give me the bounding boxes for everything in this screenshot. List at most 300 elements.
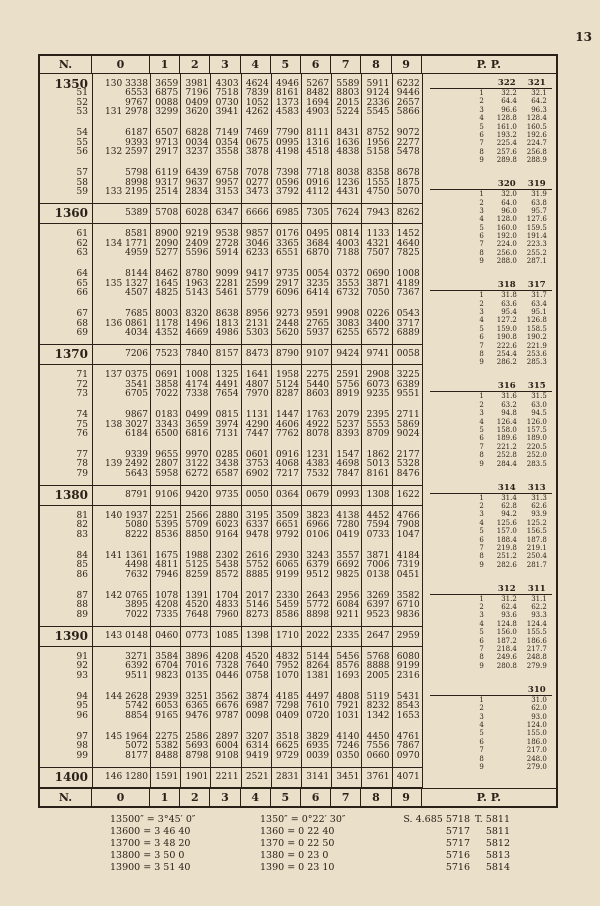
footer-value: 5811 <box>485 826 510 837</box>
table-cell: 4352 <box>155 328 179 339</box>
pp-digit: 7 <box>479 543 484 552</box>
table-row <box>40 531 422 541</box>
footer-value: 13800 = 3 50 0 <box>110 850 185 861</box>
table-cell: 0601 <box>245 449 269 460</box>
row-group <box>40 512 422 541</box>
pp-block-header <box>430 179 552 190</box>
table-cell: 3684 <box>306 238 330 249</box>
table-cell: 0034 <box>185 137 209 148</box>
table-cell: 0675 <box>245 137 269 148</box>
table-cell: 8038 <box>336 168 360 179</box>
pp-value: 127.6 <box>526 215 547 224</box>
table-cell: 2079 <box>336 410 360 420</box>
table-cell: 135 1327 <box>105 278 148 289</box>
row-number: 69 <box>76 328 88 339</box>
table-cell: 2711 <box>396 410 420 420</box>
row-number: 59 <box>76 187 88 198</box>
table-cell: 146 1280 <box>105 771 148 782</box>
table-cell: 4208 <box>215 651 239 662</box>
table-cell: 5478 <box>396 147 420 158</box>
pp-block <box>430 179 552 266</box>
table-row <box>40 712 422 722</box>
table-cell: 8956 <box>245 309 269 320</box>
table-cell: 8161 <box>276 88 299 99</box>
pp-digit: 2 <box>479 400 484 409</box>
table-cell: 7319 <box>396 560 420 571</box>
table-cell: 2657 <box>396 97 420 108</box>
table-cell: 5143 <box>185 288 209 299</box>
table-cell: 8850 <box>185 529 209 540</box>
table-cell: 0995 <box>276 137 299 148</box>
pp-value: 125.2 <box>526 518 547 527</box>
table-cell: 0058 <box>396 349 420 360</box>
table-cell: 6397 <box>366 600 390 611</box>
header-digit: 9 <box>392 789 422 806</box>
pp-value: 187.8 <box>526 535 547 544</box>
pp-value: 252.0 <box>526 451 547 460</box>
pp-value: 95.7 <box>531 206 547 215</box>
row-number: 96 <box>76 710 88 721</box>
pp-value: 31.2 <box>501 594 517 603</box>
row-number: 67 <box>76 309 88 320</box>
pp-digit: 9 <box>479 661 484 670</box>
pp-row <box>430 418 552 426</box>
table-cell: 9235 <box>366 389 390 400</box>
table-cell: 6272 <box>185 468 209 479</box>
pp-value: 124.4 <box>526 619 547 628</box>
table-cell: 0499 <box>185 410 209 420</box>
table-cell: 0596 <box>276 177 299 188</box>
pp-value: 225.4 <box>496 139 517 148</box>
pp-value: 126.0 <box>526 417 547 426</box>
pp-digit: 8 <box>479 754 484 763</box>
pp-digit: 8 <box>479 147 484 156</box>
table-cell: 7624 <box>336 208 360 219</box>
row-number: 72 <box>76 379 88 390</box>
table-cell: 4811 <box>155 560 179 571</box>
table-cell: 7952 <box>276 661 299 672</box>
pp-value: 127.2 <box>496 316 517 325</box>
table-cell: 6004 <box>215 741 239 752</box>
pp-row <box>430 401 552 409</box>
row-number: 64 <box>76 269 88 280</box>
table-cell: 9219 <box>185 229 209 240</box>
table-cell: 6732 <box>336 288 360 299</box>
table-cell: 6084 <box>336 600 360 611</box>
pp-row <box>430 519 552 527</box>
table-cell: 6184 <box>125 429 148 439</box>
table-cell: 130 3338 <box>105 78 148 89</box>
pp-value: 189.6 <box>496 434 517 443</box>
header-digit: 1 <box>150 56 180 73</box>
table-cell: 8678 <box>396 168 420 179</box>
pp-value: 125.6 <box>496 518 517 527</box>
row-number: 1370 <box>54 347 88 362</box>
pp-value: 285.3 <box>526 358 547 367</box>
row-group <box>40 693 422 722</box>
pp-row <box>430 603 552 611</box>
table-cell: 5456 <box>336 651 360 662</box>
table-cell: 9908 <box>336 309 360 320</box>
table-cell: 9424 <box>336 349 360 360</box>
table-cell: 133 2195 <box>105 187 148 198</box>
table-row <box>40 769 422 784</box>
table-cell: 3400 <box>366 318 390 329</box>
table-cell: 6758 <box>215 168 239 179</box>
table-cell: 9393 <box>125 137 148 148</box>
table-cell: 9767 <box>125 97 148 108</box>
table-footer-header <box>40 788 556 806</box>
footer-value: 1370 = 0 22 50 <box>260 838 335 849</box>
table-cell: 8790 <box>276 349 299 360</box>
table-cell: 9729 <box>276 750 299 761</box>
table-cell: 3225 <box>396 370 420 381</box>
row-group <box>40 653 422 682</box>
pp-value: 251.2 <box>496 552 517 561</box>
pp-block <box>430 381 552 468</box>
table-cell: 6080 <box>396 651 420 662</box>
pp-value: 31.4 <box>501 493 517 502</box>
pp-value <box>490 713 520 721</box>
table-cell: 3878 <box>245 147 269 158</box>
header-digit: 0 <box>92 56 150 73</box>
table-cell: 2005 <box>366 670 390 681</box>
table-cell: 9072 <box>396 128 420 139</box>
pp-value: 94.5 <box>531 409 547 418</box>
pp-row <box>430 350 552 358</box>
table-cell: 6572 <box>366 328 390 339</box>
table-cell: 5772 <box>306 600 330 611</box>
pp-value: 224.0 <box>496 240 517 249</box>
pp-value: 155.0 <box>526 729 547 738</box>
pp-value: 159.0 <box>496 324 517 333</box>
pp-row <box>430 148 552 156</box>
table-cell: 4606 <box>276 419 299 430</box>
table-cell: 1391 <box>185 590 209 601</box>
table-cell: 9591 <box>306 309 330 320</box>
header-digit: 8 <box>361 789 391 806</box>
table-cell: 3582 <box>396 590 420 601</box>
table-cell: 1653 <box>396 710 420 721</box>
table-cell: 2930 <box>276 550 299 561</box>
table-cell: 1988 <box>185 550 209 561</box>
pp-row <box>430 645 552 653</box>
pp-row <box>430 763 552 771</box>
row-group <box>40 411 422 440</box>
table-cell: 9165 <box>155 710 179 721</box>
pp-row <box>430 207 552 215</box>
table-cell: 6875 <box>155 88 179 99</box>
table-cell: 3823 <box>306 510 330 521</box>
pp-value: 156.5 <box>526 527 547 536</box>
pp-row <box>430 653 552 661</box>
pp-digit: 8 <box>479 248 484 257</box>
pp-digit: 3 <box>479 308 484 317</box>
row-number: 63 <box>76 248 88 259</box>
table-cell: 4071 <box>396 771 420 782</box>
pp-value: 62.4 <box>501 603 517 612</box>
table-cell: 5756 <box>336 379 360 390</box>
pp-value: 63.6 <box>501 299 517 308</box>
table-cell: 4189 <box>396 278 420 289</box>
pp-head: 314 <box>497 482 516 493</box>
pp-digit: 4 <box>479 316 484 325</box>
table-cell: 9419 <box>245 750 269 761</box>
table-cell: 0138 <box>366 569 390 580</box>
table-cell: 4198 <box>276 147 299 158</box>
pp-value: 62.0 <box>531 704 547 713</box>
row-number: 53 <box>76 107 88 118</box>
header-digit: 5 <box>271 56 301 73</box>
table-cell: 2959 <box>396 630 420 641</box>
row-number: 57 <box>76 168 88 179</box>
pp-digit: 1 <box>479 594 484 603</box>
row-number: 94 <box>76 691 88 702</box>
pp-value: 96.0 <box>501 206 517 215</box>
table-cell: 6053 <box>155 701 179 712</box>
footer-line <box>110 838 510 850</box>
table-cell: 1875 <box>396 177 420 188</box>
pp-value: 31.7 <box>531 291 547 300</box>
footer-value: T. 5811 <box>474 814 510 825</box>
table-cell: 1555 <box>366 177 390 188</box>
table-cell: 1052 <box>245 97 269 108</box>
pp-value: 93.6 <box>501 611 517 620</box>
row-number: 75 <box>76 419 88 430</box>
table-cell: 4383 <box>306 459 330 470</box>
pp-row <box>430 738 552 746</box>
row-group <box>40 592 422 621</box>
table-row <box>40 430 422 440</box>
table-cell: 2831 <box>276 771 299 782</box>
table-cell: 8476 <box>396 468 420 479</box>
row-number: 1380 <box>54 487 88 502</box>
major-row-group <box>40 626 422 647</box>
table-cell: 9106 <box>155 489 179 500</box>
table-cell: 3895 <box>125 600 148 611</box>
table-cell: 5303 <box>245 328 269 339</box>
pp-value: 187.2 <box>496 636 517 645</box>
pp-value: 93.3 <box>531 611 547 620</box>
table-cell: 3451 <box>336 771 360 782</box>
table-cell: 5237 <box>336 419 360 430</box>
table-cell: 3438 <box>215 459 239 470</box>
table-cell: 1133 <box>366 229 390 240</box>
pp-value: 95.1 <box>531 308 547 317</box>
table-cell: 5798 <box>125 168 148 179</box>
pp-value: 279.0 <box>526 762 547 771</box>
pp-value: 254.4 <box>496 350 517 359</box>
table-cell: 8586 <box>276 609 299 620</box>
table-cell: 8854 <box>125 710 148 721</box>
table-cell: 9857 <box>245 229 269 240</box>
table-cell: 4452 <box>366 510 390 521</box>
table-row <box>40 628 422 643</box>
table-cell: 4807 <box>245 379 269 390</box>
pp-block <box>430 584 552 671</box>
table-cell: 4321 <box>366 238 390 249</box>
row-group <box>40 129 422 158</box>
row-number: 73 <box>76 389 88 400</box>
table-cell: 9107 <box>306 349 330 360</box>
pp-row <box>430 637 552 645</box>
pp-block-header <box>430 685 552 696</box>
pp-row <box>430 409 552 417</box>
table-cell: 6028 <box>185 208 209 219</box>
pp-digit: 4 <box>479 619 484 628</box>
pp-digit: 7 <box>479 645 484 654</box>
table-cell: 6500 <box>155 429 179 439</box>
table-cell: 1813 <box>215 318 239 329</box>
row-number: 86 <box>76 569 88 580</box>
pp-value <box>490 763 520 771</box>
table-cell: 1636 <box>336 137 360 148</box>
footer-value: 5716 <box>445 850 470 861</box>
pp-value: 124.0 <box>526 721 547 730</box>
table-cell: 8752 <box>366 128 390 139</box>
table-cell: 3299 <box>155 107 179 118</box>
table-cell: 7908 <box>396 520 420 531</box>
pp-value: 287.1 <box>526 257 547 266</box>
table-cell: 7398 <box>276 168 299 179</box>
pp-digit: 4 <box>479 518 484 527</box>
table-cell: 7367 <box>396 288 420 299</box>
pp-value: 288.9 <box>526 156 547 165</box>
table-cell: 3557 <box>336 550 360 561</box>
table-cell: 7867 <box>396 741 420 752</box>
table-cell: 0054 <box>306 269 330 280</box>
table-cell: 3509 <box>276 510 299 521</box>
table-cell: 7469 <box>245 128 269 139</box>
pp-value <box>490 729 520 737</box>
pp-row <box>430 536 552 544</box>
table-cell: 5709 <box>185 520 209 531</box>
footer-line <box>110 826 510 838</box>
row-number: 84 <box>76 550 88 561</box>
table-cell: 7022 <box>155 389 179 400</box>
pp-digit: 9 <box>479 459 484 468</box>
table-cell: 3237 <box>185 147 209 158</box>
pp-value: 289.8 <box>496 156 517 165</box>
row-number: 79 <box>76 468 88 479</box>
footer-value: 5717 <box>445 838 470 849</box>
table-cell: 1496 <box>185 318 209 329</box>
footer-value: 1390 = 0 23 10 <box>260 862 335 873</box>
table-cell: 8998 <box>125 177 148 188</box>
row-number: 99 <box>76 750 88 761</box>
table-cell: 8262 <box>396 208 420 219</box>
pp-row <box>430 544 552 552</box>
table-cell: 8144 <box>125 269 148 280</box>
table-cell: 142 0765 <box>105 590 148 601</box>
pp-value: 63.4 <box>531 299 547 308</box>
pp-row <box>430 392 552 400</box>
pp-value: 124.8 <box>496 619 517 628</box>
table-cell: 4184 <box>396 550 420 561</box>
table-cell: 6705 <box>125 389 148 400</box>
pp-value: 157.0 <box>496 527 517 536</box>
pp-value: 93.0 <box>531 712 547 721</box>
table-cell: 2566 <box>185 510 209 521</box>
pp-digit: 2 <box>479 198 484 207</box>
table-cell: 8287 <box>276 389 299 400</box>
pp-row <box>430 215 552 223</box>
pp-value <box>490 738 520 746</box>
table-cell: 5328 <box>396 459 420 470</box>
pp-row <box>430 494 552 502</box>
header-digit: 8 <box>361 56 391 73</box>
pp-digit: 9 <box>479 257 484 266</box>
table-cell: 2521 <box>245 771 269 782</box>
table-cell: 5389 <box>125 208 148 219</box>
table-cell: 2448 <box>276 318 299 329</box>
pp-row <box>430 460 552 468</box>
table-cell: 2302 <box>215 550 239 561</box>
table-cell: 2335 <box>336 630 360 641</box>
pp-value: 63.0 <box>531 400 547 409</box>
footer-value: 1360 = 0 22 40 <box>260 826 335 837</box>
table-cell: 2177 <box>396 449 420 460</box>
table-cell: 1078 <box>155 590 179 601</box>
table-cell: 9551 <box>396 389 420 400</box>
table-cell: 7840 <box>185 349 209 360</box>
pp-row <box>430 308 552 316</box>
pp-block <box>430 685 552 772</box>
table-cell: 7246 <box>336 741 360 752</box>
pp-value: 158.0 <box>496 425 517 434</box>
table-cell: 5620 <box>276 328 299 339</box>
table-cell: 7960 <box>215 609 239 620</box>
table-cell: 6233 <box>245 248 269 259</box>
row-number: 92 <box>76 661 88 672</box>
table-cell: 2956 <box>336 590 360 601</box>
pp-value <box>490 755 520 763</box>
row-number: 91 <box>76 651 88 662</box>
table-cell: 1547 <box>336 449 360 460</box>
table-cell: 6651 <box>276 520 299 531</box>
table-cell: 4431 <box>336 187 360 198</box>
table-cell: 0495 <box>306 229 330 240</box>
table-cell: 0176 <box>276 229 299 240</box>
table-cell: 8780 <box>185 269 209 280</box>
pp-value: 128.0 <box>496 215 517 224</box>
table-cell: 9024 <box>396 429 420 439</box>
pp-value: 192.0 <box>496 232 517 241</box>
table-cell: 2599 <box>245 278 269 289</box>
table-cell: 6666 <box>245 208 269 219</box>
pp-value: 126.4 <box>496 417 517 426</box>
table-cell: 6507 <box>155 128 179 139</box>
table-cell: 0354 <box>215 137 239 148</box>
table-cell: 1316 <box>306 137 330 148</box>
footer-line <box>110 862 510 874</box>
pp-value: 220.5 <box>526 442 547 451</box>
pp-digit: 3 <box>479 206 484 215</box>
pp-value: 191.4 <box>526 232 547 241</box>
table-cell: 3874 <box>245 691 269 702</box>
row-number: 78 <box>76 459 88 470</box>
table-cell: 3761 <box>366 771 390 782</box>
table-cell: 0543 <box>396 309 420 320</box>
table-cell: 4669 <box>185 328 209 339</box>
row-number: 82 <box>76 520 88 531</box>
table-cell: 136 0861 <box>105 318 148 329</box>
pp-row <box>430 199 552 207</box>
pp-value: 159.5 <box>526 223 547 232</box>
table-cell: 8803 <box>336 88 360 99</box>
pp-row <box>430 755 552 763</box>
footer-line <box>110 814 510 826</box>
